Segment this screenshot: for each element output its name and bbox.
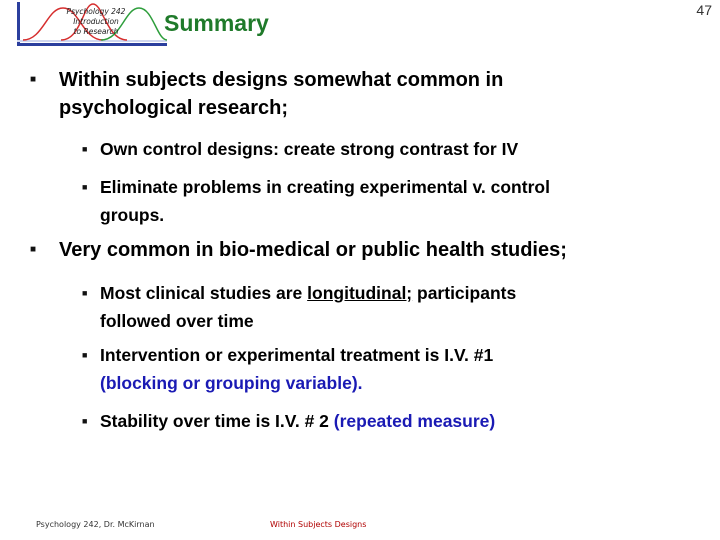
sub-bullet-line: groups. — [100, 205, 165, 225]
text-segment: Stability over time is I.V. # 2 — [100, 411, 334, 431]
highlighted-phrase: (repeated measure) — [333, 411, 496, 431]
sub-bullet-line: (blocking or grouping variable). — [100, 373, 363, 393]
sub-bullet-line: Eliminate problems in creating experimental v. control — [100, 177, 550, 197]
sub-bullet-line: Intervention or experimental treatment is I.V. #1 — [100, 345, 494, 365]
bullet-text — [59, 66, 503, 122]
sub-bullet-line — [100, 407, 495, 435]
logo-line: Psychology 242 — [66, 7, 126, 16]
square-bullet-icon: ■ — [82, 350, 88, 360]
sub-bullet-text — [100, 407, 495, 435]
logo-text — [51, 7, 141, 37]
course-logo — [17, 2, 167, 47]
text-segment: participants — [412, 283, 517, 303]
logo-line: Introduction — [73, 17, 119, 26]
sub-bullet-text — [100, 341, 493, 397]
square-bullet-icon: ■ — [30, 74, 37, 85]
slide-title: Summary — [164, 10, 269, 36]
square-bullet-icon: ■ — [30, 244, 37, 255]
square-bullet-icon: ■ — [82, 288, 88, 298]
sub-bullet-line: followed over time — [100, 311, 254, 331]
footer-topic: Within Subjects Designs — [270, 520, 367, 529]
bullet-line: Very common in bio-medical or public health studies; — [59, 239, 567, 261]
sub-bullet-text — [100, 135, 518, 163]
sub-bullet-text — [100, 279, 516, 335]
bullet-text — [59, 236, 567, 264]
logo-line: to Research — [73, 27, 119, 36]
text-segment: Most clinical studies are — [100, 283, 308, 303]
sub-bullet-text — [100, 173, 550, 229]
square-bullet-icon: ■ — [82, 416, 88, 426]
footer-author: Psychology 242, Dr. McKirnan — [36, 520, 155, 529]
sub-bullet-line — [100, 279, 516, 307]
square-bullet-icon: ■ — [82, 182, 88, 192]
underlined-term: longitudinal; — [307, 283, 413, 303]
page-number: 47 — [696, 2, 712, 18]
square-bullet-icon: ■ — [82, 144, 88, 154]
sub-bullet-line: Own control designs: create strong contrast for IV — [100, 139, 519, 159]
bullet-line: Within subjects designs somewhat common in — [59, 69, 504, 91]
bullet-line: psychological research; — [59, 97, 288, 119]
